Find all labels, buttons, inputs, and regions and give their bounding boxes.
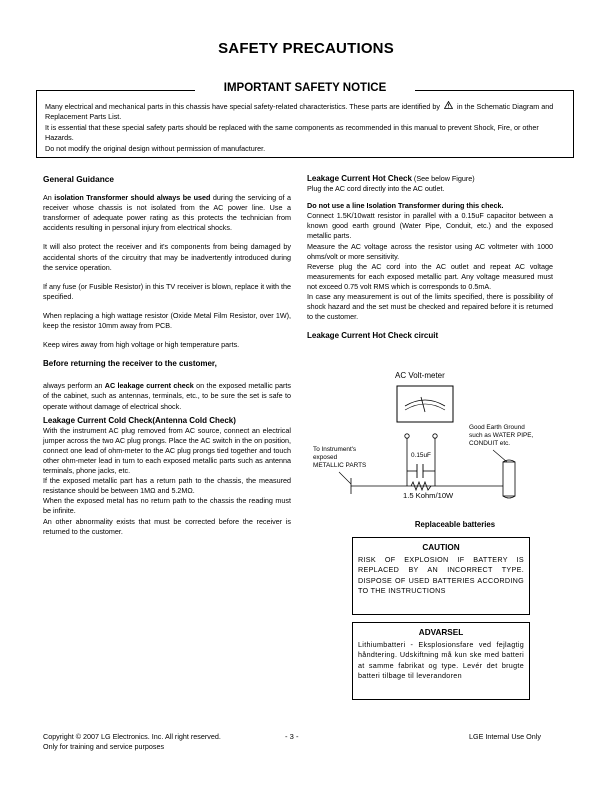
ground-label-2: such as WATER PIPE,	[469, 431, 534, 439]
water-pipe	[503, 462, 515, 496]
hot-check-suffix: (See below Figure)	[413, 174, 475, 183]
paragraph-protect: It will also protect the receiver and it's components from being damaged by accidental shorts of the circuitry that may be inadvertently introduced during the service operation.	[43, 242, 291, 272]
notice-line-1b: in the Schematic Diagram and Replacement Parts List.	[45, 102, 554, 122]
instrument-label-1: To Instrument's	[313, 446, 357, 453]
notice-line-1a: Many electrical and mechanical parts in this chassis have special safety-related characteristics. These parts are identified by	[45, 102, 440, 111]
capacitor-label: 0.15uF	[411, 452, 431, 459]
paragraph-plug: Plug the AC cord directly into the AC outlet.	[307, 184, 445, 194]
ground-label-3: CONDUIT etc.	[469, 439, 511, 447]
circuit-title: Leakage Current Hot Check circuit	[307, 331, 439, 341]
paragraph-reverse: Reverse plug the AC cord into the AC outlet and repeat AC voltage measurements for each exposed metallic part. Any voltage measured must not exceed 0.75 volt RMS which is corresponds to 0.5mA.	[307, 261, 553, 291]
voltmeter-scale-inner	[405, 404, 445, 410]
instrument-label	[313, 446, 366, 469]
resistor-label: 1.5 Kohm/10W	[403, 491, 454, 500]
page-number: - 3 -	[285, 732, 299, 741]
right-column	[307, 174, 553, 341]
paragraph-wires: Keep wires away from high voltage or high temperature parts.	[43, 340, 240, 350]
hot-check-heading	[307, 174, 553, 184]
instrument-label-3: METALLIC PARTS	[313, 461, 367, 469]
returning-title: Before returning the receiver to the customer,	[43, 359, 217, 369]
paragraph-isolation	[43, 193, 291, 233]
instrument-arrow	[339, 472, 351, 484]
advarsel-heading: ADVARSEL	[418, 628, 464, 637]
p6-bold: AC leakage current check	[104, 381, 194, 391]
copyright-text: Copyright © 2007 LG Electronics. Inc. All right reserved.	[43, 732, 221, 741]
general-guidance-title: General Guidance	[43, 174, 115, 184]
terminal-left	[405, 434, 409, 438]
advarsel-text: Lithiumbatteri - Eksplosionsfare ved fejlagtig håndtering. Udskiftning må kun ske med batteri at samme fabrikat og type. Levér det brugte batteri tilbage til leverandoren	[358, 640, 524, 680]
voltmeter-needle	[421, 397, 425, 412]
p6-end: on the exposed metallic parts of the cabinet, such as antennas, terminals, etc., to be sure the set is safe to operate without damage of electrical shock.	[43, 381, 292, 411]
notice-line-2: It is essential that these special safety parts should be replaced with the same components as recommended in this manual to prevent Shock, Fire, or other Hazards.	[45, 122, 539, 143]
p1-end: during the servicing of a receiver whose chassis is not isolated from the AC power line. Use a transformer of adequate power rating as this protects the technician from accidents resulting in personal injury from electrical shocks.	[43, 193, 292, 233]
caution-box	[352, 537, 530, 615]
ground-label	[469, 424, 533, 447]
terminal-right	[433, 434, 437, 438]
paragraph-no-isolation: Do not use a line Isolation Transformer during this check.	[307, 201, 504, 211]
training-text: Only for training and service purposes	[43, 741, 165, 751]
caution-heading: CAUTION	[422, 543, 460, 552]
internal-use-label: LGE Internal Use Only	[469, 732, 541, 741]
instrument-label-2: exposed	[313, 453, 338, 461]
paragraph-measure: Measure the AC voltage across the resistor using AC voltmeter with 1000 ohms/volt or more sensitivity.	[307, 241, 553, 261]
paragraph-cold-check: With the instrument AC plug removed from AC source, connect an electrical jumper across the two AC plug prongs. Place the AC switch in the on position, connect one lead of ohm-meter to the AC plug prongs tied together and touch other ohm-meter lead in turn to each exposed metallic parts such as antenna terminals, phone jacks, etc.	[43, 425, 291, 476]
paragraph-infinite: When the exposed metal has no return path to the chassis the reading must be infinite.	[43, 496, 291, 516]
voltmeter-scale	[405, 400, 445, 406]
caution-text: RISK OF EXPLOSION IF BATTERY IS REPLACED BY AN INCORRECT TYPE. DISPOSE OF USED BATTERIES ACCORDING TO THE INSTRUCTIONS	[358, 555, 524, 595]
hot-check-circuit-diagram	[307, 368, 553, 508]
hot-check-title: Leakage Current Hot Check	[307, 174, 412, 183]
replaceable-batteries-title: Replaceable batteries	[414, 520, 496, 529]
paragraph-connect: Connect 1.5K/10watt resistor in parallel with a 0.15uF capacitor between a known good earth ground (Water Pipe, Conduit, etc.) and the exposed metallic parts.	[307, 211, 553, 241]
paragraph-leakage-check	[43, 381, 291, 411]
page-title: SAFETY PRECAUTIONS	[218, 40, 394, 57]
notice-line-3: Do not modify the original design without permission of manufacturer.	[45, 143, 266, 153]
ground-arrow	[493, 450, 507, 462]
left-column	[43, 174, 291, 537]
cold-check-title: Leakage Current Cold Check(Antenna Cold Check)	[43, 415, 236, 425]
footer-copyright	[43, 732, 221, 751]
p6-start: always perform an	[43, 381, 103, 391]
advarsel-box	[352, 622, 530, 700]
p1-bold: isolation Transformer should always be used	[54, 193, 211, 203]
paragraph-fuse: If any fuse (or Fusible Resistor) in this TV receiver is blown, replace it with the specified.	[43, 281, 291, 301]
ground-label-1: Good Earth Ground	[469, 424, 525, 431]
warning-triangle-icon	[444, 101, 453, 112]
paragraph-return-path: If the exposed metallic part has a return path to the chassis, the measured resistance should be between 1MΩ and 5.2MΩ.	[43, 476, 291, 496]
meter-label: AC Volt-meter	[395, 371, 445, 380]
safety-notice-box	[36, 90, 574, 158]
paragraph-abnormality: An other abnormality exists that must be corrected before the receiver is returned to the customer.	[43, 516, 291, 536]
p1-start: An	[43, 193, 52, 203]
notice-heading: IMPORTANT SAFETY NOTICE	[195, 82, 415, 94]
paragraph-out-of-limits: In case any measurement is out of the limits specified, there is possibility of shock hazard and the set must be checked and repaired before it is returned to the customer.	[307, 292, 553, 322]
paragraph-resistor: When replacing a high wattage resistor (Oxide Metal Film Resistor, over 1W), keep the resistor 10mm away from PCB.	[43, 310, 291, 331]
notice-line-1	[45, 101, 565, 123]
